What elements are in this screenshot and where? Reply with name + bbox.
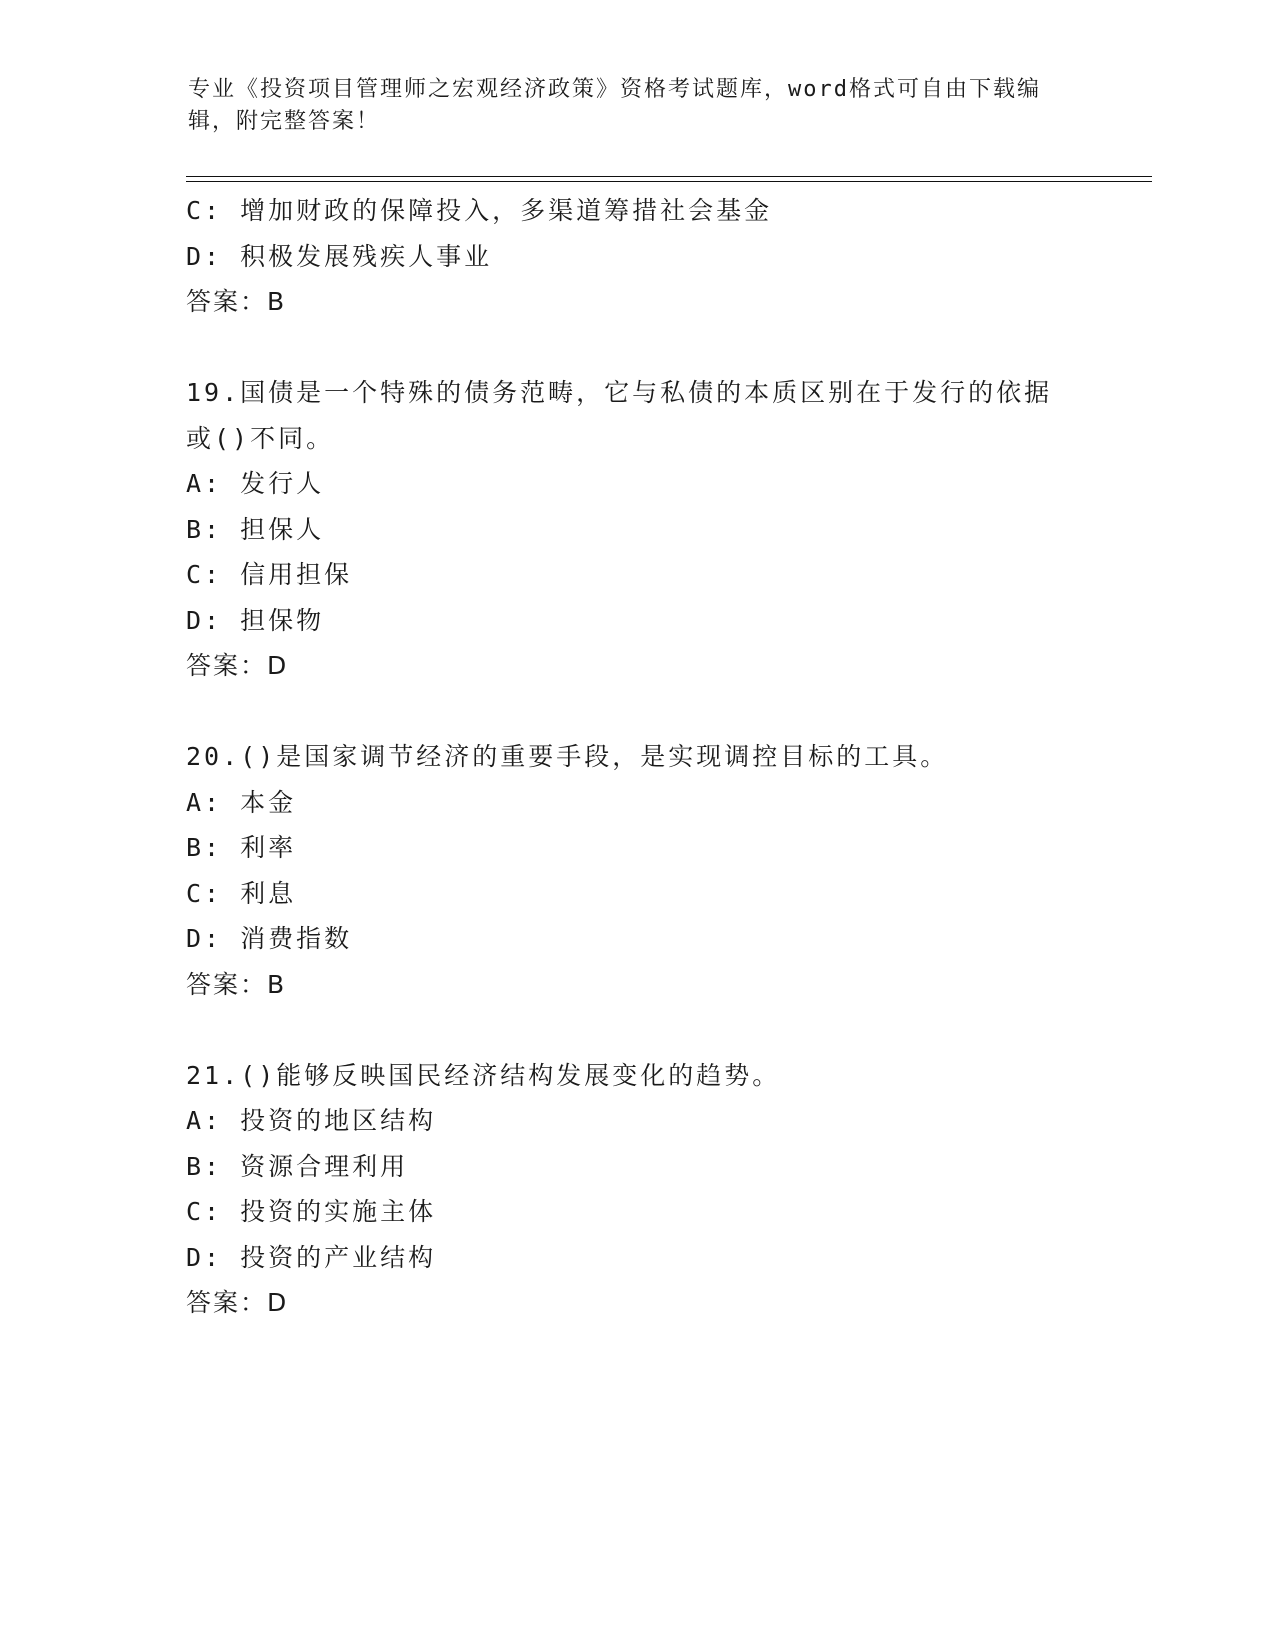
question-text-line-2: 或()不同。 (186, 423, 335, 453)
question-list (186, 188, 1086, 1326)
question-text-line-1: 19.国债是一个特殊的债务范畴，它与私债的本质区别在于发行的依据 (186, 378, 1053, 407)
option-d: D: 积极发展残疾人事业 (186, 241, 493, 271)
spacer (186, 325, 1086, 371)
question-text-line-1: 20.()是国家调节经济的重要手段，是实现调控目标的工具。 (186, 742, 949, 771)
option-c: C: 信用担保 (186, 560, 353, 589)
option-a: A: 本金 (186, 787, 297, 817)
option-c: C: 投资的实施主体 (186, 1197, 437, 1226)
spacer (186, 1007, 1086, 1053)
header-line-1: 专业《投资项目管理师之宏观经济政策》资格考试题库，word格式可自由下载编 (188, 77, 1041, 102)
header-divider-top (186, 176, 1152, 177)
spacer (186, 689, 1086, 735)
question-fragment (186, 188, 1086, 325)
answer: 答案：D (186, 651, 289, 680)
answer: 答案：D (186, 1288, 289, 1317)
option-b: B: 资源合理利用 (186, 1151, 409, 1181)
question-20 (186, 734, 1086, 1007)
question-19 (186, 370, 1086, 689)
option-d: D: 担保物 (186, 605, 325, 635)
option-c: C: 利息 (186, 878, 297, 908)
option-b: B: 担保人 (186, 514, 325, 544)
option-d: D: 消费指数 (186, 924, 353, 953)
question-21 (186, 1053, 1086, 1326)
question-text-line-1: 21.()能够反映国民经济结构发展变化的趋势。 (186, 1060, 781, 1090)
document-header (188, 74, 1068, 138)
option-c: C: 增加财政的保障投入，多渠道筹措社会基金 (186, 196, 773, 225)
header-divider-bottom (186, 181, 1152, 182)
option-d: D: 投资的产业结构 (186, 1242, 437, 1272)
option-a: A: 投资的地区结构 (186, 1106, 437, 1135)
option-a: A: 发行人 (186, 469, 325, 498)
answer: 答案：B (186, 287, 287, 316)
answer: 答案：B (186, 969, 287, 999)
header-line-2: 辑，附完整答案！ (188, 109, 381, 134)
option-b: B: 利率 (186, 833, 297, 862)
